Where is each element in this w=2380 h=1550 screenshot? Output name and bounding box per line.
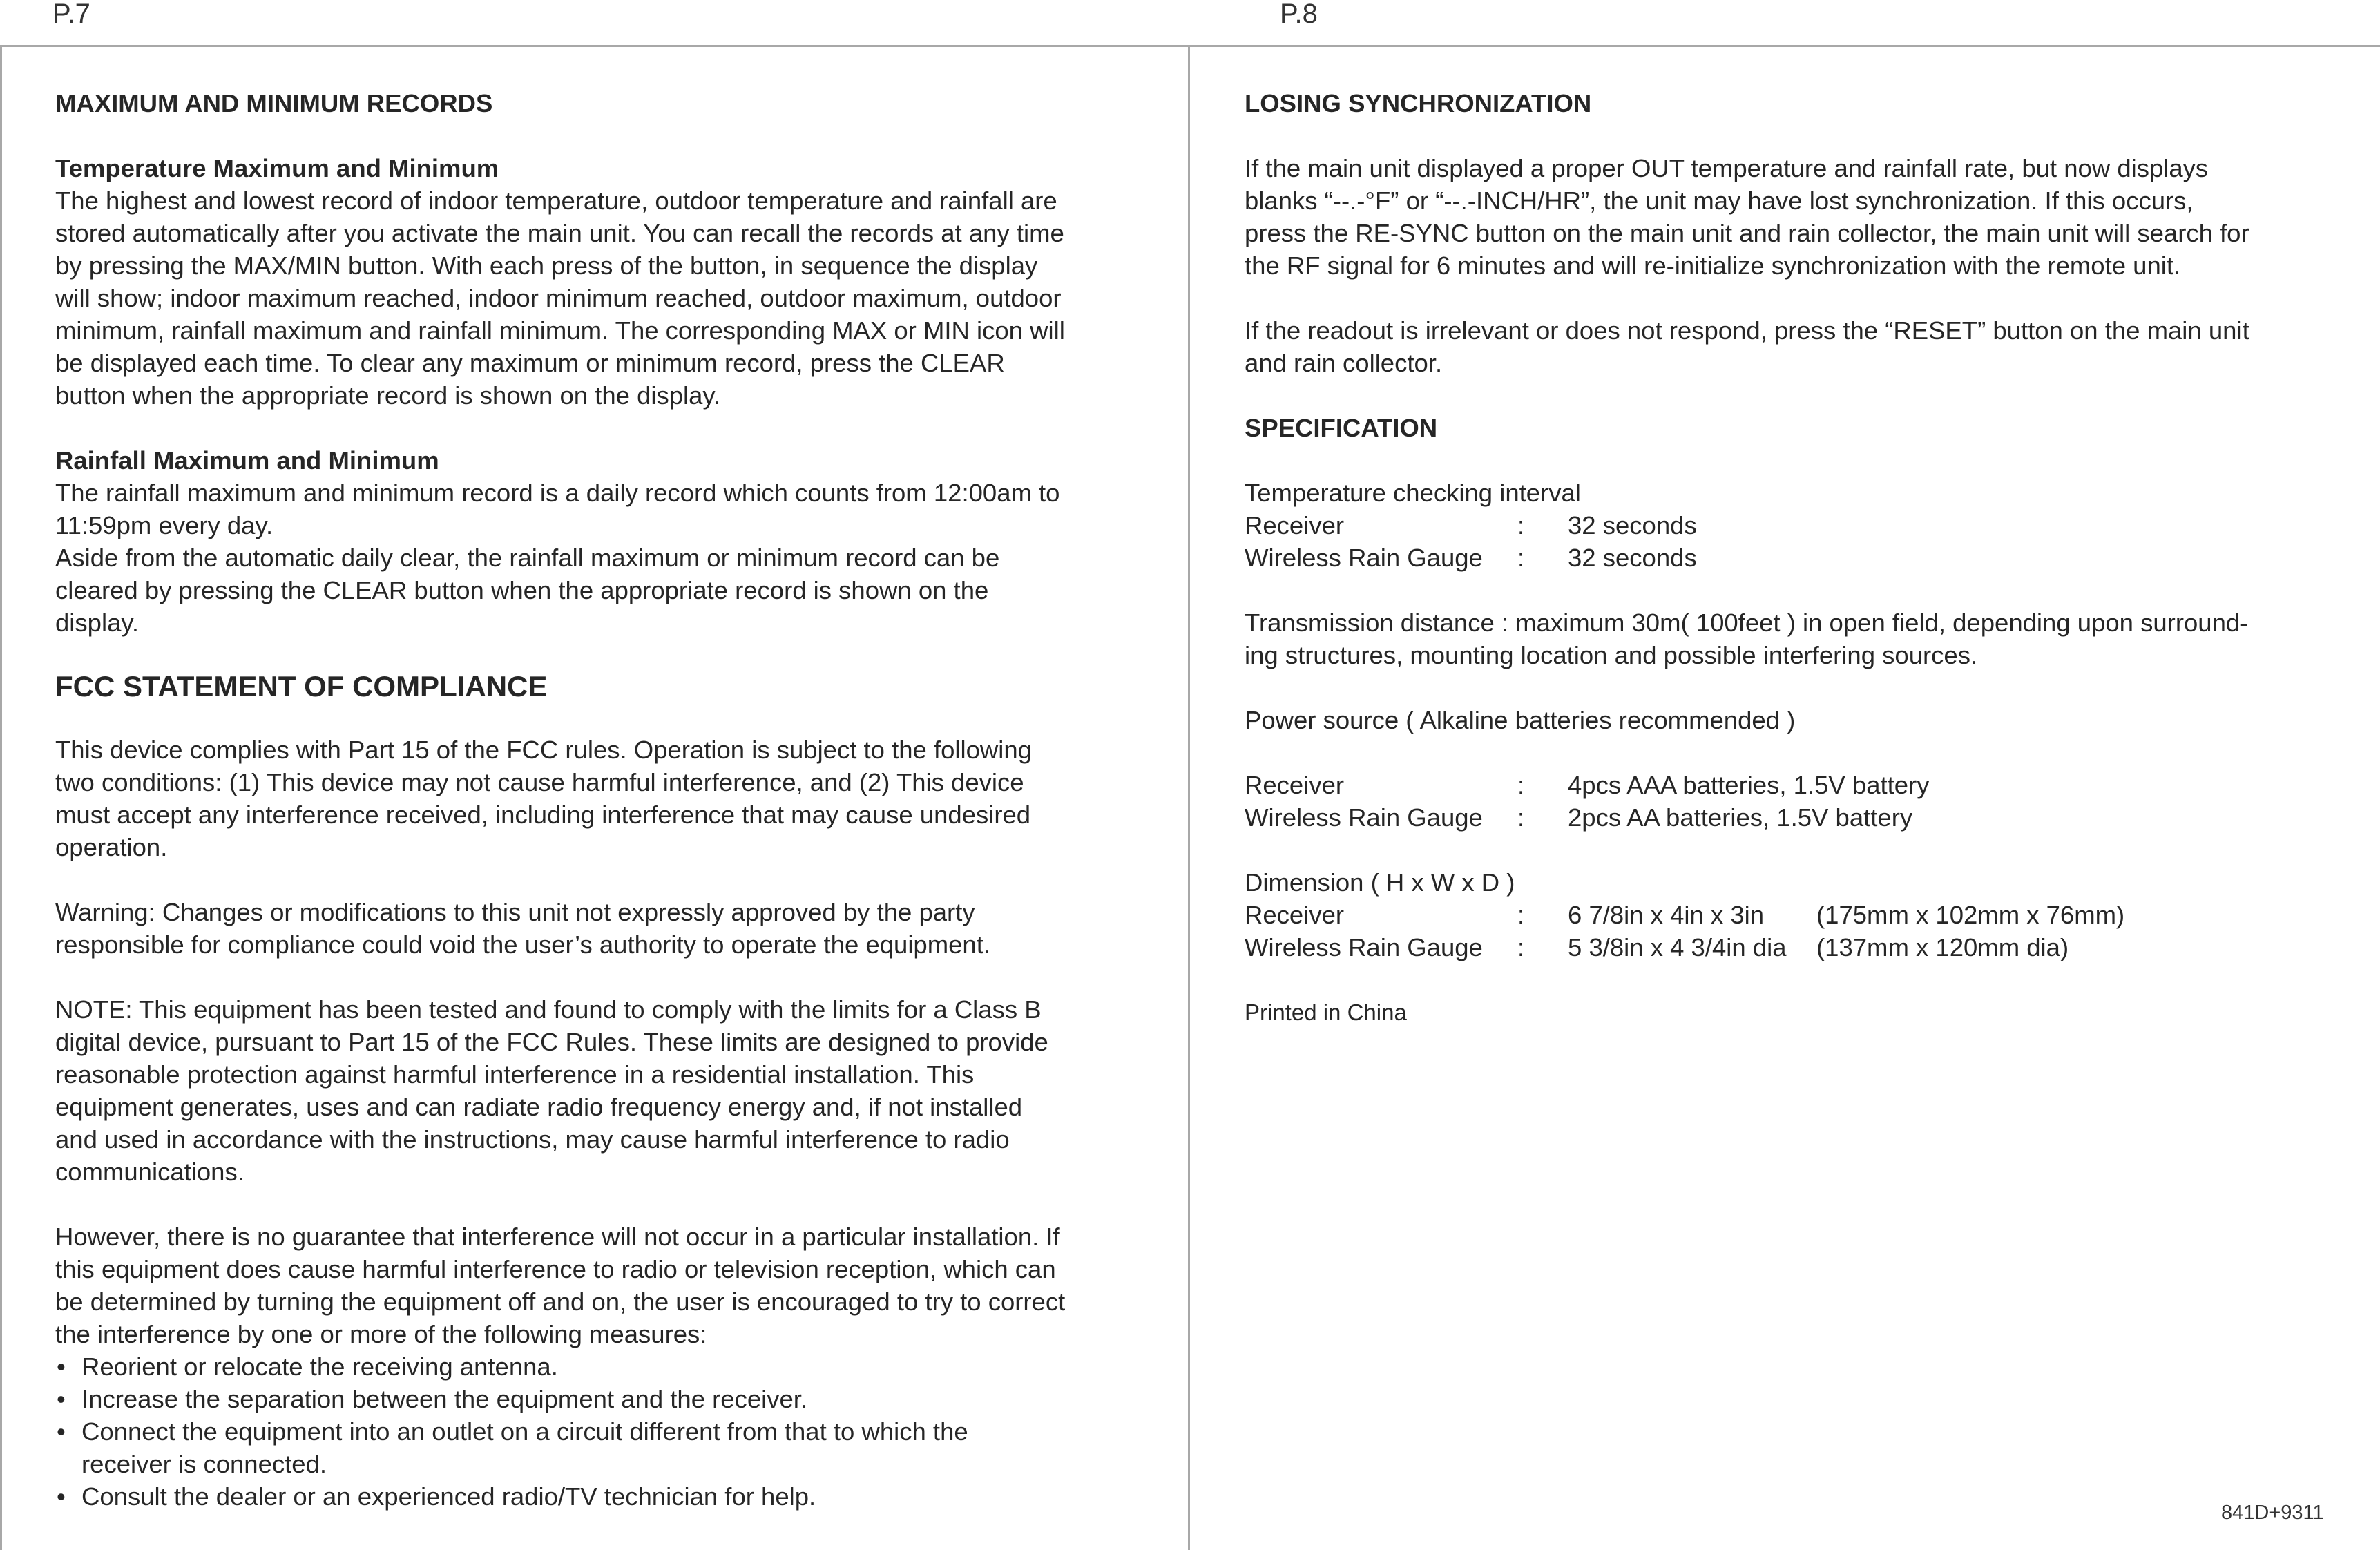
paragraph-line: press the RE-SYNC button on the main unit and rain collector, the main unit will search for	[1245, 219, 2249, 247]
list-item-continuation	[55, 1448, 1065, 1480]
paragraph-line: reasonable protection against harmful interference in a residential installation. This	[55, 1060, 975, 1089]
page-8-content	[1245, 87, 2249, 1028]
paragraph-line: Transmission distance : maximum 30m( 100feet ) in open field, depending upon surround-	[1245, 609, 2249, 637]
spec-row	[1245, 509, 2249, 542]
power-label: Power source ( Alkaline batteries recommended )	[1245, 706, 1796, 734]
list-item-text: Increase the separation between the equipment and the receiver.	[81, 1385, 808, 1413]
top-border	[0, 45, 2380, 47]
list-item	[55, 1480, 1065, 1513]
paragraph-line: equipment generates, uses and can radiate radio frequency energy and, if not installed	[55, 1093, 1023, 1121]
list-item-text: Reorient or relocate the receiving antenna.	[81, 1352, 558, 1381]
bullet-icon: •	[57, 1417, 66, 1446]
transmission-paragraph	[1245, 606, 2249, 671]
temp-paragraph	[55, 184, 1065, 412]
list-item-text: Connect the equipment into an outlet on a circuit different from that to which the	[81, 1417, 968, 1446]
spec-colon: :	[1517, 544, 1525, 572]
spec-label: Wireless Rain Gauge	[1245, 544, 1483, 572]
left-border	[0, 45, 2, 1550]
spec-row	[1245, 931, 2249, 964]
paragraph-line: 11:59pm every day.	[55, 511, 273, 539]
paragraph-line: If the main unit displayed a proper OUT temperature and rainfall rate, but now displays	[1245, 154, 2209, 182]
list-item	[55, 1383, 1065, 1415]
paragraph-line: cleared by pressing the CLEAR button when the appropriate record is shown on the	[55, 576, 989, 604]
paragraph-line: two conditions: (1) This device may not cause harmful interference, and (2) This device	[55, 768, 1024, 796]
paragraph-line: be determined by turning the equipment off and on, the user is encouraged to try to correct	[55, 1288, 1066, 1316]
paragraph-line: However, there is no guarantee that interference will not occur in a particular installation. If	[55, 1223, 1060, 1251]
spec-label: Receiver	[1245, 511, 1345, 539]
paragraph-line: stored automatically after you activate the main unit. You can recall the records at any time	[55, 219, 1064, 247]
paragraph-line: Aside from the automatic daily clear, the rainfall maximum or minimum record can be	[55, 544, 1000, 572]
paragraph-line: minimum, rainfall maximum and rainfall minimum. The corresponding MAX or MIN icon will	[55, 316, 1065, 345]
paragraph-line: digital device, pursuant to Part 15 of the FCC Rules. These limits are designed to provide	[55, 1028, 1048, 1056]
temp-interval-label: Temperature checking interval	[1245, 479, 1581, 507]
printed-in: Printed in China	[1245, 999, 1407, 1025]
spec-row	[1245, 899, 2249, 931]
spec-colon: :	[1517, 771, 1525, 799]
paragraph-line: Warning: Changes or modifications to this unit not expressly approved by the party	[55, 898, 975, 926]
bullet-icon: •	[57, 1482, 66, 1511]
sync-paragraph	[1245, 152, 2249, 282]
paragraph-line: the RF signal for 6 minutes and will re-initialize synchronization with the remote unit.	[1245, 251, 2181, 280]
spec-colon: :	[1517, 933, 1525, 961]
list-item-text: receiver is connected.	[81, 1450, 327, 1478]
spec-heading: SPECIFICATION	[1245, 414, 1438, 442]
fcc-paragraph	[55, 734, 1065, 863]
rain-paragraph	[55, 477, 1065, 639]
measures-list	[55, 1350, 1065, 1513]
list-item-text: Consult the dealer or an experienced radio/TV technician for help.	[81, 1482, 816, 1511]
spec-colon: :	[1517, 511, 1525, 539]
list-item	[55, 1415, 1065, 1448]
records-heading: MAXIMUM AND MINIMUM RECORDS	[55, 89, 493, 117]
paragraph-line: button when the appropriate record is shown on the display.	[55, 381, 721, 410]
spec-value: 32 seconds	[1568, 511, 1697, 539]
fcc-heading: FCC STATEMENT OF COMPLIANCE	[55, 670, 548, 702]
paragraph-line: will show; indoor maximum reached, indoor minimum reached, outdoor maximum, outdoor	[55, 284, 1062, 312]
page-number-left: P.7	[52, 0, 90, 29]
spec-colon: :	[1517, 901, 1525, 929]
spec-value: 4pcs AAA batteries, 1.5V battery	[1568, 771, 1930, 799]
spec-value-metric: (137mm x 120mm dia)	[1816, 933, 2069, 961]
page-divider	[1188, 45, 1190, 1550]
dimension-label: Dimension ( H x W x D )	[1245, 868, 1515, 897]
paragraph-line: this equipment does cause harmful interference to radio or television reception, which can	[55, 1255, 1056, 1283]
paragraph-line: If the readout is irrelevant or does not respond, press the “RESET” button on the main unit	[1245, 316, 2249, 345]
spec-label: Receiver	[1245, 771, 1345, 799]
however-paragraph	[55, 1221, 1065, 1350]
paragraph-line: must accept any interference received, including interference that may cause undesired	[55, 801, 1031, 829]
spec-colon: :	[1517, 803, 1525, 832]
sync-heading: LOSING SYNCHRONIZATION	[1245, 89, 1592, 117]
paragraph-line: The highest and lowest record of indoor temperature, outdoor temperature and rainfall are	[55, 186, 1057, 215]
note-paragraph	[55, 993, 1065, 1188]
paragraph-line: blanks “--.-°F” or “--.-INCH/HR”, the unit may have lost synchronization. If this occurs,	[1245, 186, 2194, 215]
paragraph-line: communications.	[55, 1158, 244, 1186]
rain-subheading: Rainfall Maximum and Minimum	[55, 446, 439, 475]
paragraph-line: the interference by one or more of the following measures:	[55, 1320, 707, 1348]
spec-value-imperial: 6 7/8in x 4in x 3in	[1568, 901, 1765, 929]
paragraph-line: ing structures, mounting location and possible interfering sources.	[1245, 641, 1978, 669]
paragraph-line: be displayed each time. To clear any maximum or minimum record, press the CLEAR	[55, 349, 1005, 377]
paragraph-line: by pressing the MAX/MIN button. With each press of the button, in sequence the display	[55, 251, 1038, 280]
list-item	[55, 1350, 1065, 1383]
paragraph-line: and rain collector.	[1245, 349, 1443, 377]
paragraph-line: operation.	[55, 833, 168, 861]
warning-paragraph	[55, 896, 1065, 961]
spec-label: Wireless Rain Gauge	[1245, 933, 1483, 961]
paragraph-line: This device complies with Part 15 of the FCC rules. Operation is subject to the following	[55, 736, 1033, 764]
reset-paragraph	[1245, 314, 2249, 379]
spec-row	[1245, 769, 2249, 801]
spec-value: 2pcs AA batteries, 1.5V battery	[1568, 803, 1913, 832]
paragraph-line: The rainfall maximum and minimum record is a daily record which counts from 12:00am to	[55, 479, 1060, 507]
paragraph-line: and used in accordance with the instructions, may cause harmful interference to radio	[55, 1125, 1010, 1154]
spec-row	[1245, 801, 2249, 834]
spec-value: 32 seconds	[1568, 544, 1697, 572]
paragraph-line: display.	[55, 609, 140, 637]
spec-label: Receiver	[1245, 901, 1345, 929]
page-7-content	[55, 87, 1065, 1513]
spec-label: Wireless Rain Gauge	[1245, 803, 1483, 832]
bullet-icon: •	[57, 1352, 66, 1381]
model-code: 841D+9311	[2221, 1502, 2324, 1524]
temp-subheading: Temperature Maximum and Minimum	[55, 154, 499, 182]
paragraph-line: NOTE: This equipment has been tested and found to comply with the limits for a Class B	[55, 995, 1042, 1024]
spec-value-imperial: 5 3/8in x 4 3/4in dia	[1568, 933, 1787, 961]
bullet-icon: •	[57, 1385, 66, 1413]
paragraph-line: responsible for compliance could void the user’s authority to operate the equipment.	[55, 930, 991, 959]
page-number-right: P.8	[1280, 0, 1318, 29]
spec-value-metric: (175mm x 102mm x 76mm)	[1816, 901, 2125, 929]
spec-row	[1245, 542, 2249, 574]
